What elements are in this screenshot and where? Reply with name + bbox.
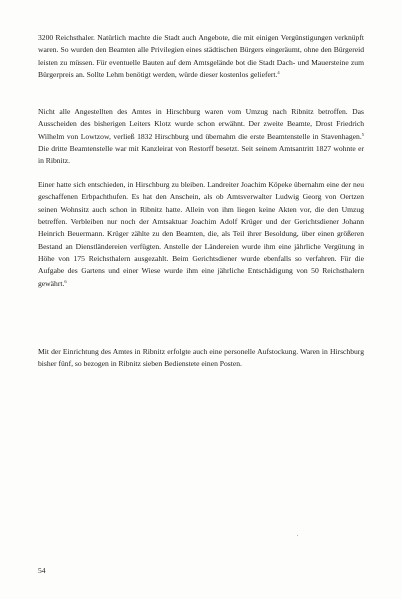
footnote-marker: 5 — [361, 131, 364, 137]
paragraph-text — [38, 106, 364, 168]
paragraph-staff-increase — [38, 346, 364, 371]
paragraph-text-part: Nicht alle Angestellten des Amtes in Hirschburg waren vom Umzug nach Ribnitz betroffen. Das Ausscheiden des bisherigen Leiters Klotz wurde schon erwähnt. Der zweite Beamte, Drost Friedrich Wilhelm von Lowtzow, verließ 1832 Hirschburg und übernahm die erste Beamtenstelle in Stavenhagen. — [38, 107, 364, 141]
paragraph-staff-relocation — [38, 106, 364, 168]
footnote-marker: 4 — [277, 70, 280, 76]
page-number: 54 — [38, 566, 46, 575]
paragraph-remaining-officials — [38, 179, 364, 290]
footnote-marker: 6 — [64, 278, 67, 284]
paragraph-text — [38, 346, 364, 371]
paragraph-town-offers — [38, 32, 364, 81]
paper-speck — [297, 535, 298, 536]
paragraph-text — [38, 179, 364, 290]
paragraph-text-part: 3200 Reichsthaler. Natürlich machte die Stadt auch Angebote, die mit einigen Vergünstigungen verknüpft waren. So wurden den Beamten alle Privilegien eines städtischen Bürgers eingeräumt, ohne den Bürgereid leisten zu müssen. Für eventuelle Bauten auf dem Amtsgelände bot die Stadt Dach- und Mauersteine zum Bürgerpreis an. Sollte Lehm benötigt werden, würde dieser kostenlos geliefert. — [38, 33, 364, 80]
paragraph-text-part: Die dritte Beamtenstelle war mit Kanzleirat von Restorff besetzt. Seit seinem Amtsantritt 1827 wohnte er in Ribnitz. — [38, 144, 364, 166]
paragraph-text-part: Mit der Einrichtung des Amtes in Ribnitz erfolgte auch eine personelle Aufstockung. Waren in Hirschburg bisher fünf, so bezogen in Ribnitz sieben Bedienstete einen Posten. — [38, 347, 364, 369]
paragraph-text — [38, 32, 364, 81]
paragraph-text-part: Einer hatte sich entschieden, in Hirschburg zu bleiben. Landreiter Joachim Köpeke übernahm eine der neu geschaffenen Erbpachthufen. Es hat den Anschein, als ob Amtsverwalter Ludwig Georg von Oertzen seinen Wohnsitz auch schon in Ribnitz hatte. Allein von ihm liegen keine Akten vor, die den Umzug betreffen. Verbleiben nur noch der Amtsaktuar Joachim Adolf Krüger und der Gerichtsdiener Johann Heinrich Beuermann. Krüger zählte zu den Beamten, die, als Teil ihrer Besoldung, über einen größeren Bestand an Dienstländereien verfügten. Anstelle der Ländereien wurde ihm eine jährliche Vergütung in Höhe von 175 Reichsthalern ausgezahlt. Beim Gerichtsdiener wurde ebenfalls so verfahren. Für die Aufgabe des Gartens und einer Wiese wurde ihm eine jährliche Entschädigung von 50 Reichsthalern gewährt. — [38, 180, 364, 288]
